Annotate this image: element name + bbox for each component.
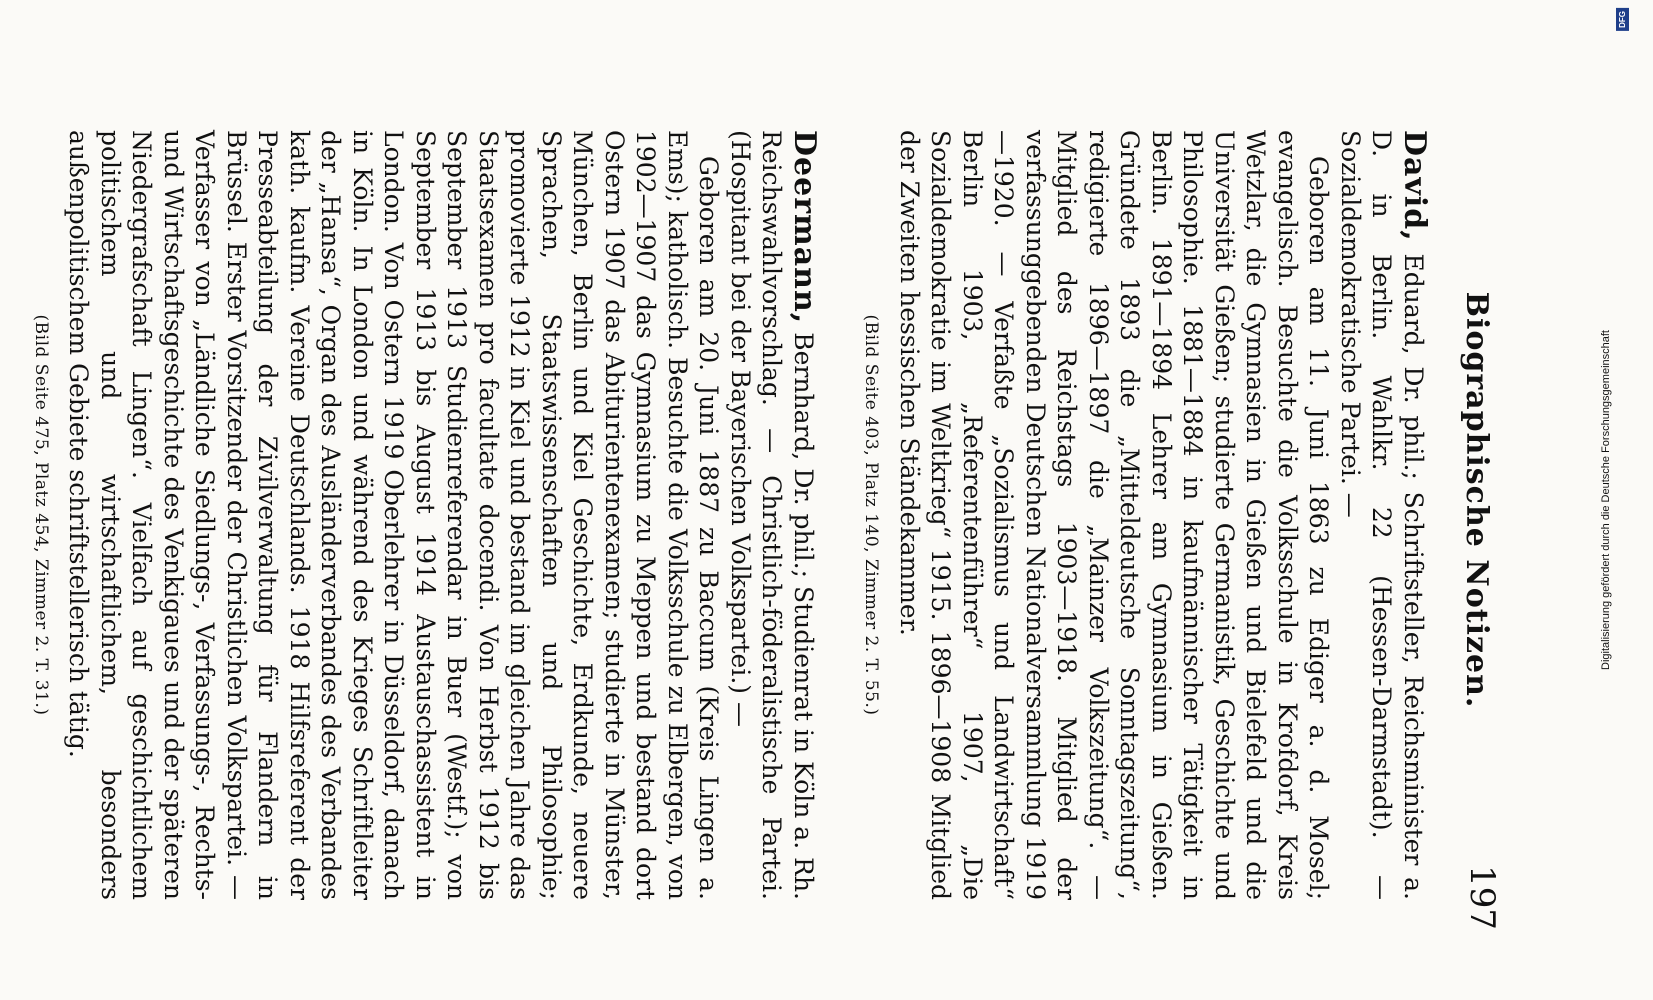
entry-bio: Geboren am 20. Juni 1887 zu Baccum (Kreis Lingen a. Ems); katholisch. Besuchte die Volksschule zu Elbergen, von 1902—1907 das Gymnasium zu Meppen und bestand dort Ostern 1907 das Abiturientenexamen; studierte in Münster, München, Berlin und Kiel Geschichte, Erdkunde, neuere Sprachen, Staatswissenschaften und Philosophie; promovierte 1912 in Kiel und bestand im gleichen Jahre das Staatsexamen pro facultate docendi. Von Herbst 1912 bis September 1913 Studienreferendar in Buer (Westf.); von September 1913 bis August 1914 Austauschassistent in London. Von Ostern 1919 Oberlehrer in Düsseldorf, danach in Köln. In London und während des Krieges Schriftleiter der „Hansa“, Organ des Ausländerverbandes des Verbandes kath. kaufm. Vereine Deutschlands. 1918 Hilfsreferent der Presseabteilung der Zivilverwaltung für Flandern in Brüssel. Erster Vorsitzender der Christlichen Volkspartei. — Verfasser von „Ländliche Siedlungs-, Verfassungs-, Rechts- und Wirtschaftsgeschichte des Venkigaues und der späteren Niedergrafschaft Lingen“. Vielfach auf geschichtlichem politischem und wirtschaftlichem, besonders außenpolitischem Gebiete schriftstellerisch tätig. — [64, 130, 724, 900]
digitization-footer — [1560, 0, 1653, 1000]
page-number: 197 — [1462, 865, 1502, 930]
entry-intro-text: Bernhard, Dr. phil.; Studienrat in Köln a. Rh. Reichswahlvorschlag. — Christlich-föderalistische Partei. (Hospitant bei der Bayerischen Volkspartei.) — — [726, 130, 818, 900]
funding-note: Digitalisierung gefördert durch die Deutsche Forschungsgemeinschaft — [1600, 330, 1612, 670]
entry-intro — [1335, 130, 1431, 900]
entry-name: Deermann, — [787, 130, 822, 325]
running-title: Biographische Notizen. — [1459, 291, 1494, 709]
entry-bio: Geboren am 11. Juni 1863 zu Ediger a. d. Mosel; evangelisch. Besuchte die Volksschule in Krofdorf, Kreis Wetzlar, die Gymnasien in Gießen und Bielefeld und die Universität Gießen; studierte Germanistik, Geschichte und Philosophie. 1881—1884 in kaufmännischer Tätigkeit in Berlin. 1891—1894 Lehrer am Gymnasium in Gießen. Gründete 1893 die „Mitteldeutsche Sonntagszeitung“, redigierte 1896—1897 die „Mainzer Volkszeitung“. — Mitglied des Reichstags 1903—1918. Mitglied der verfassunggebenden Deutschen Nationalversammlung 1919—1920. — Verfaßte „Sozialismus und Landwirtschaft“ Berlin 1903, „Referentenführer“ 1907, „Die Sozialdemokratie im Weltkrieg“ 1915. 1896—1908 Mitglied der Zweiten hessischen Ständekammer. — [895, 130, 1334, 900]
biography-entry-deermann — [29, 130, 820, 900]
page-header — [1442, 70, 1502, 930]
entry-intro — [725, 130, 821, 900]
entry-intro-text: Eduard, Dr. phil.; Schriftsteller, Reichsminister a. D. in Berlin. Wahlkr. 22 (Hessen-Darmstadt). — Sozialdemokratische Partei. — — [1336, 130, 1428, 900]
dfg-logo: DFG — [1616, 8, 1629, 31]
entry-name: David, — [1397, 130, 1432, 242]
biography-entry-david — [860, 130, 1431, 900]
entry-caption: (Bild Seite 403, Platz 140, Zimmer 2. T. 55.) — [861, 314, 882, 716]
entry-caption: (Bild Seite 475, Platz 454, Zimmer 2. T. 31.) — [31, 314, 51, 716]
